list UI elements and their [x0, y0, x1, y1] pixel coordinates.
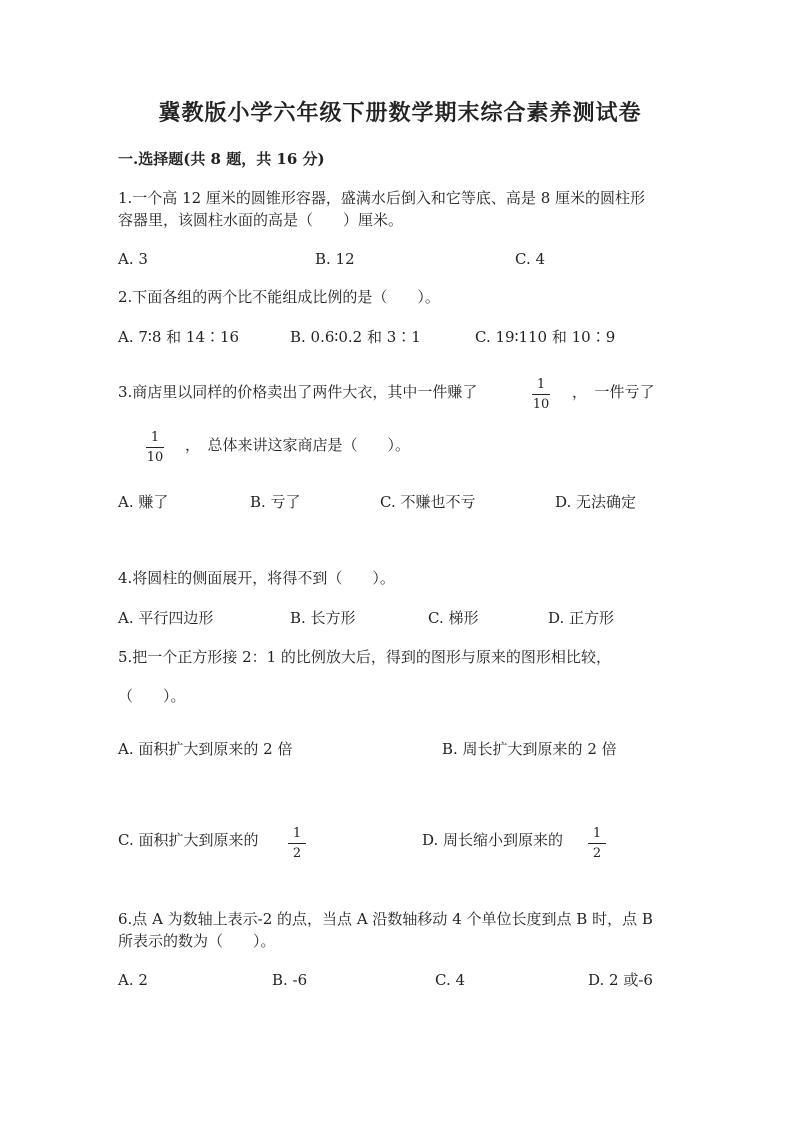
question-6-option-b: B. -6 [272, 971, 308, 989]
question-4-option-d: D. 正方形 [548, 609, 615, 627]
question-3-part-3: ， 总体来讲这家商店是（ ）。 [185, 436, 411, 454]
fraction-bar [288, 843, 306, 844]
question-2-option-a: A. 7∶8 和 14∶16 [118, 328, 240, 346]
question-3-option-d: D. 无法确定 [555, 493, 637, 511]
question-3-option-a: A. 赚了 [118, 493, 169, 511]
question-6-option-a: A. 2 [118, 971, 148, 989]
fraction-bar [146, 447, 164, 448]
question-2-option-c: C. 19∶110 和 10∶9 [475, 328, 616, 346]
question-3-option-b: B. 亏了 [250, 493, 301, 511]
question-5-line-2: （ ）。 [118, 687, 186, 705]
fraction-denominator: 2 [592, 846, 602, 861]
section-heading: 一.选择题(共 8 题，共 16 分) [118, 150, 325, 168]
question-2-option-b: B. 0.6∶0.2 和 3∶1 [290, 328, 421, 346]
question-3-option-c: C. 不赚也不亏 [380, 493, 476, 511]
question-1-line-2: 容器里，该圆柱水面的高是（ ）厘米。 [118, 211, 404, 229]
fraction-numerator: 1 [150, 430, 160, 445]
question-4-option-a: A. 平行四边形 [118, 609, 214, 627]
question-5-option-b: B. 周长扩大到原来的 2 倍 [442, 740, 617, 758]
fraction-numerator: 1 [292, 826, 302, 841]
question-5-option-c: C. 面积扩大到原来的 [118, 831, 259, 849]
question-1-option-b: B. 12 [315, 250, 355, 268]
question-6-option-d: D. 2 或-6 [588, 971, 653, 989]
fraction-numerator: 1 [536, 377, 546, 392]
fraction-one-half [285, 826, 309, 861]
question-6-option-c: C. 4 [435, 971, 466, 989]
question-4-option-c: C. 梯形 [428, 609, 479, 627]
question-3-part-1: 3.商店里以同样的价格卖出了两件大衣，其中一件赚了 [118, 383, 478, 401]
fraction-denominator: 10 [532, 397, 550, 412]
question-2-text: 2.下面各组的两个比不能组成比例的是（ ）。 [118, 288, 440, 306]
fraction-bar [588, 843, 606, 844]
question-1-line-1: 1.一个高 12 厘米的圆锥形容器，盛满水后倒入和它等底、高是 8 厘米的圆柱形 [118, 189, 646, 207]
question-1-option-c: C. 4 [515, 250, 546, 268]
question-6-line-1: 6.点 A 为数轴上表示-2 的点，当点 A 沿数轴移动 4 个单位长度到点 B 时，点 B [118, 910, 653, 928]
question-5-option-d: D. 周长缩小到原来的 [422, 831, 564, 849]
fraction-bar [532, 394, 550, 395]
question-4-text: 4.将圆柱的侧面展开，将得不到（ ）。 [118, 569, 395, 587]
question-5-line-1: 5.把一个正方形接 2：1 的比例放大后，得到的图形与原来的图形相比较， [118, 648, 611, 666]
question-5-option-a: A. 面积扩大到原来的 2 倍 [118, 740, 293, 758]
fraction-denominator: 10 [146, 450, 164, 465]
question-6-line-2: 所表示的数为（ ）。 [118, 932, 276, 950]
fraction-one-tenth [529, 377, 553, 412]
question-3-part-2: ， 一件亏了 [572, 383, 655, 401]
fraction-one-half [585, 826, 609, 861]
question-1-option-a: A. 3 [118, 250, 148, 268]
question-4-option-b: B. 长方形 [290, 609, 356, 627]
fraction-one-tenth [143, 430, 167, 465]
fraction-numerator: 1 [592, 826, 602, 841]
fraction-denominator: 2 [292, 846, 302, 861]
exam-title: 冀教版小学六年级下册数学期末综合素养测试卷 [158, 100, 642, 126]
